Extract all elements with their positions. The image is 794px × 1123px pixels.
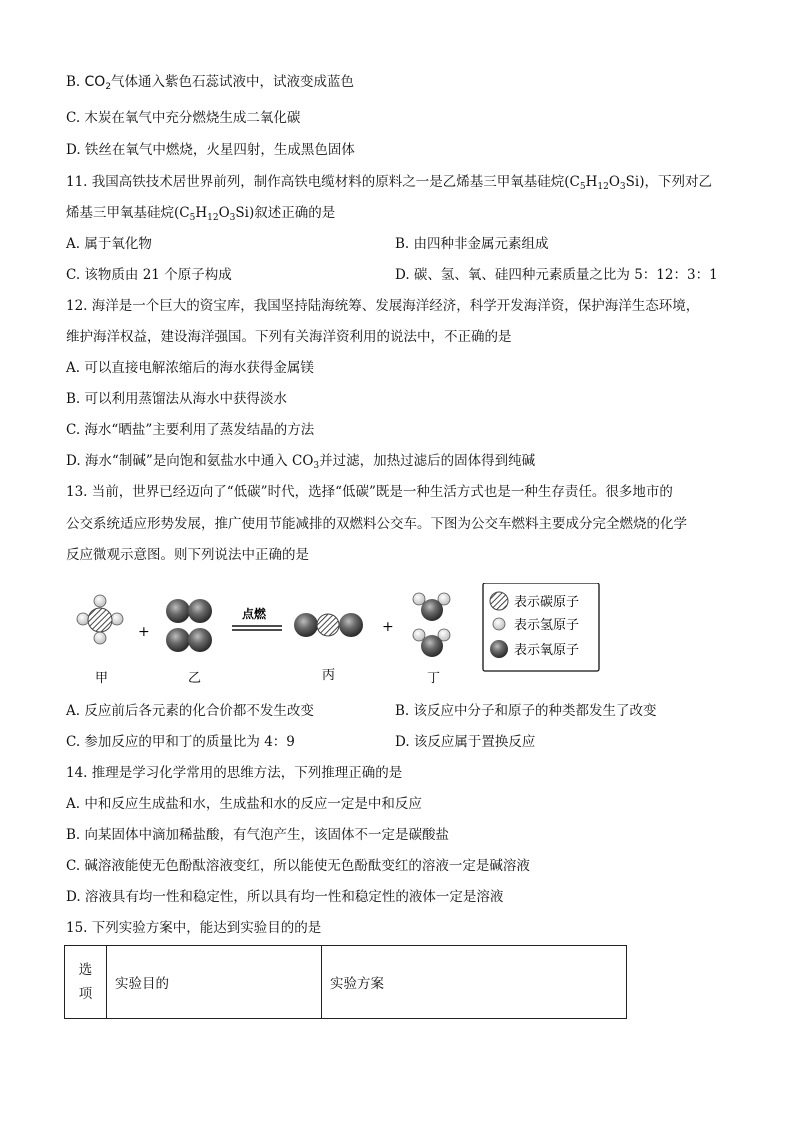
q10-option-c: C. 木炭在氧气中充分燃烧生成二氧化碳 bbox=[66, 110, 301, 126]
header-method: 实验方案 bbox=[322, 946, 627, 1019]
header-option: 选 项 bbox=[65, 946, 107, 1019]
molecule-ding-water bbox=[413, 593, 450, 657]
q12-option-c: C. 海水“晒盐”主要利用了蒸发结晶的方法 bbox=[66, 422, 315, 438]
q14-option-d: D. 溶液具有均一性和稳定性，所以具有均一性和稳定性的液体一定是溶液 bbox=[66, 889, 504, 905]
reaction-condition: 点燃 bbox=[242, 607, 267, 621]
plus-sign-1: + bbox=[138, 624, 150, 640]
q15-stem: 15. 下列实验方案中，能达到实验目的的是 bbox=[66, 920, 322, 936]
q12-option-a: A. 可以直接电解浓缩后的海水获得金属镁 bbox=[66, 360, 314, 376]
q13-stem-line1: 13. 当前，世界已经迈向了“低碳”时代，选择“低碳”既是一种生活方式也是一种生存责任。很多地市的 bbox=[66, 484, 673, 500]
q11-option-b: B. 由四种非金属元素组成 bbox=[395, 236, 549, 252]
legend-carbon: 表示碳原子 bbox=[514, 595, 580, 610]
label-ding: 丁 bbox=[427, 671, 441, 686]
q13-stem-line2: 公交系统适应形势发展，推广使用节能减排的双燃料公交车。下图为公交车燃料主要成分完全燃烧的化学 bbox=[66, 516, 687, 532]
label-jia: 甲 bbox=[95, 671, 109, 686]
q13-stem-line3: 反应微观示意图。则下列说法中正确的是 bbox=[66, 547, 309, 563]
q13-option-c: C. 参加反应的甲和丁的质量比为 4：9 bbox=[66, 734, 295, 750]
plus-sign-2: + bbox=[382, 619, 394, 635]
label-bing: 丙 bbox=[322, 668, 336, 683]
experiment-table bbox=[64, 945, 627, 1019]
q11-option-d: D. 碳、氢、氧、硅四种元素质量之比为 5：12：3：1 bbox=[395, 267, 718, 283]
molecule-jia-methane bbox=[77, 595, 123, 644]
q12-option-d: D. 海水“制碱”是向饱和氨盐水中通入 $CO_3$并过滤，加热过滤后的固体得到纯碱 bbox=[66, 453, 536, 471]
diagram-legend bbox=[483, 583, 599, 671]
q14-option-c: C. 碱溶液能使无色酚酞溶液变红，所以能使无色酚酞变红的溶液一定是碱溶液 bbox=[66, 858, 530, 874]
q11-stem-line1: 11. 我国高铁技术居世界前列，制作高铁电缆材料的原料之一是乙烯基三甲氧基硅烷$(C_5H_{12}O_3Si)$，下列对乙 bbox=[66, 174, 712, 192]
legend-oxygen: 表示氧原子 bbox=[514, 643, 580, 658]
q12-stem-line2: 维护海洋权益，建设海洋强国。下列有关海洋资利用的说法中，不正确的是 bbox=[66, 329, 512, 345]
q14-option-b: B. 向某固体中滴加稀盐酸，有气泡产生，该固体不一定是碳酸盐 bbox=[66, 827, 450, 843]
q13-option-d: D. 该反应属于置换反应 bbox=[395, 734, 536, 750]
molecule-yi-oxygen bbox=[166, 599, 212, 652]
q11-option-c: C. 该物质由 21 个原子构成 bbox=[66, 267, 232, 283]
q14-stem: 14. 推理是学习化学常用的思维方法，下列推理正确的是 bbox=[66, 765, 403, 781]
reaction-diagram bbox=[70, 583, 610, 688]
q10-option-d: D. 铁丝在氧气中燃烧，火星四射，生成黑色固体 bbox=[66, 142, 355, 158]
table-header-row bbox=[65, 946, 627, 1019]
q13-option-a: A. 反应前后各元素的化合价都不发生改变 bbox=[66, 703, 314, 719]
q11-stem-line2: 烯基三甲氧基硅烷$(C_5H_{12}O_3Si)$叙述正确的是 bbox=[66, 205, 336, 223]
q12-stem-line1: 12. 海洋是一个巨大的资宝库，我国坚持陆海统筹、发展海洋经济，科学开发海洋资，保护海洋生态环境， bbox=[66, 298, 700, 314]
molecule-bing-carbon-dioxide bbox=[294, 613, 363, 637]
header-purpose: 实验目的 bbox=[107, 946, 322, 1019]
q12-option-b: B. 可以利用蒸馏法从海水中获得淡水 bbox=[66, 391, 288, 407]
q14-option-a: A. 中和反应生成盐和水，生成盐和水的反应一定是中和反应 bbox=[66, 796, 422, 812]
q11-option-a: A. 属于氧化物 bbox=[66, 236, 152, 252]
label-yi: 乙 bbox=[188, 671, 202, 686]
legend-hydrogen: 表示氢原子 bbox=[514, 618, 580, 633]
q10-option-b: B. $CO_2$气体通入紫色石蕊试液中，试液变成蓝色 bbox=[66, 74, 355, 92]
q13-option-b: B. 该反应中分子和原子的种类都发生了改变 bbox=[395, 703, 657, 719]
